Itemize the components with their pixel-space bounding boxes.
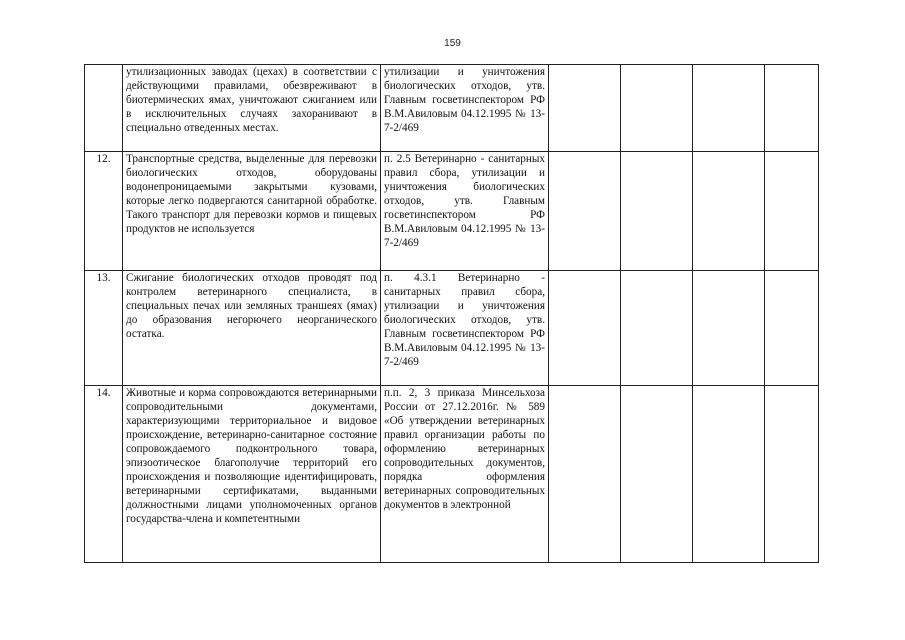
reference-cell: утилизации и уничтожения биологических отходов, утв. Главным госветинспектором РФ В.М.Авиловым 04.12.1995 № 13-7-2/469	[381, 65, 549, 152]
answer-cell-na[interactable]	[693, 65, 765, 152]
requirement-cell: утилизационных заводах (цехах) в соответствии с действующими правилами, обезвреживают в биотермических ямах, уничтожают сжиганием или в исключительных случаях захоранивают в специально отведенных местах.	[123, 65, 381, 152]
answer-cell-no[interactable]	[621, 271, 693, 386]
row-number	[85, 65, 123, 152]
table-row	[85, 152, 819, 271]
answer-cell-yes[interactable]	[549, 386, 621, 563]
answer-cell-no[interactable]	[621, 152, 693, 271]
row-number: 12.	[85, 152, 123, 271]
row-number: 14.	[85, 386, 123, 563]
requirement-cell: Транспортные средства, выделенные для перевозки биологических отходов, оборудованы водонепроницаемыми закрытыми кузовами, которые легко подвергаются санитарной обработке. Такого транспорт для перевозки кормов и пищевых продуктов не используется	[123, 152, 381, 271]
page-number: 159	[444, 38, 461, 49]
answer-cell-yes[interactable]	[549, 271, 621, 386]
note-cell[interactable]	[765, 271, 819, 386]
note-cell[interactable]	[765, 386, 819, 563]
requirement-cell: Сжигание биологических отходов проводят под контролем ветеринарного специалиста, в специальных печах или земляных траншеях (ямах) до образования негорючего неорганического остатка.	[123, 271, 381, 386]
answer-cell-no[interactable]	[621, 386, 693, 563]
note-cell[interactable]	[765, 152, 819, 271]
table-row	[85, 386, 819, 563]
reference-cell: п. 2.5 Ветеринарно - санитарных правил сбора, утилизации и уничтожения биологических отходов, утв. Главным госветинспектором РФ В.М.Авиловым 04.12.1995 № 13-7-2/469	[381, 152, 549, 271]
reference-cell: п. 4.3.1 Ветеринарно - санитарных правил сбора, утилизации и уничтожения биологических отходов, утв. Главным госветинспектором РФ В.М.Авиловым 04.12.1995 № 13-7-2/469	[381, 271, 549, 386]
answer-cell-na[interactable]	[693, 386, 765, 563]
answer-cell-na[interactable]	[693, 152, 765, 271]
table-row	[85, 271, 819, 386]
table-row	[85, 65, 819, 152]
answer-cell-na[interactable]	[693, 271, 765, 386]
reference-cell: п.п. 2, 3 приказа Минсельхоза России от 27.12.2016г. № 589 «Об утверждении ветеринарных правил организации работы по оформлению ветеринарных сопроводительных документов, порядка оформления ветеринарных сопроводительных документов в электронной	[381, 386, 549, 563]
requirements-table	[84, 64, 819, 563]
requirement-cell: Животные и корма сопровождаются ветеринарными сопроводительными документами, характеризующими территориальное и видовое происхождение, ветеринарно-санитарное состояние сопровождаемого подконтрольного товара, эпизоотическое благополучие территорий его происхождения и позволяющие идентифицировать, ветеринарными сертификатами, выданными должностными лицами уполномоченных органов государства-члена и компетентными	[123, 386, 381, 563]
note-cell[interactable]	[765, 65, 819, 152]
answer-cell-no[interactable]	[621, 65, 693, 152]
row-number: 13.	[85, 271, 123, 386]
answer-cell-yes[interactable]	[549, 65, 621, 152]
answer-cell-yes[interactable]	[549, 152, 621, 271]
